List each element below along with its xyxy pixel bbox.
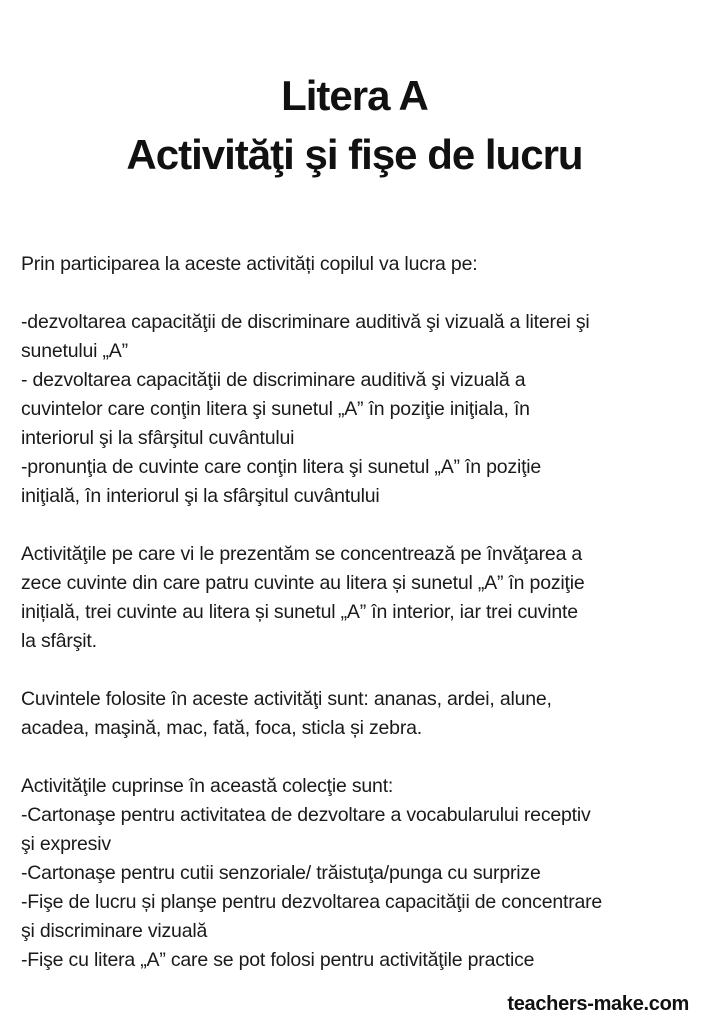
text-line: şi expresiv <box>21 833 111 855</box>
text-line: interiorul şi la sfârşitul cuvântului <box>21 427 295 449</box>
text-line: şi discriminare vizuală <box>21 920 208 942</box>
text-line: -Cartonaşe pentru activitatea de dezvoltare a vocabularului receptiv <box>21 804 591 826</box>
text-line: -Fişe de lucru și planşe pentru dezvoltarea capacităţii de concentrare <box>21 891 603 913</box>
text-line: -pronunţia de cuvinte care conţin litera şi sunetul „A” în poziţie <box>21 456 542 478</box>
paragraph-objectives <box>21 308 693 511</box>
title-line-2: Activităţi şi fişe de lucru <box>126 131 583 178</box>
page-title <box>0 0 709 184</box>
title-line-1: Litera A <box>281 72 428 119</box>
text-line: cuvintelor care conţin litera şi sunetul „A” în poziţie iniţiala, în <box>21 398 530 420</box>
text-line: -Cartonaşe pentru cutii senzoriale/ trăistuţa/punga cu surprize <box>21 862 541 884</box>
paragraph-focus <box>21 540 693 656</box>
paragraph-words <box>21 685 693 743</box>
text-line: inițială, trei cuvinte au litera și sunetul „A” în interior, iar trei cuvinte <box>21 601 578 623</box>
text-line: Prin participarea la aceste activități copilul va lucra pe: <box>21 253 478 275</box>
paragraph-collection <box>21 772 693 975</box>
text-line: Activităţile cuprinse în această colecţie sunt: <box>21 775 394 797</box>
text-line: Activităţile pe care vi le prezentăm se concentrează pe învăţarea a <box>21 543 583 565</box>
text-line: la sfârşit. <box>21 630 97 652</box>
text-line: zece cuvinte din care patru cuvinte au litera și sunetul „A” în poziţie <box>21 572 585 594</box>
text-line: - dezvoltarea capacităţii de discriminare auditivă şi vizuală a <box>21 369 526 391</box>
text-line: -Fişe cu litera „A” care se pot folosi pentru activităţile practice <box>21 949 535 971</box>
paragraph-intro <box>21 250 693 279</box>
text-line: Cuvintele folosite în aceste activităţi sunt: ananas, ardei, alune, <box>21 688 552 710</box>
text-line: iniţială, în interiorul şi la sfârşitul cuvântului <box>21 485 380 507</box>
website-credit: teachers-make.com <box>507 993 689 1015</box>
text-line: sunetului „A” <box>21 340 128 362</box>
text-line: acadea, maşină, mac, fată, foca, sticla și zebra. <box>21 717 422 739</box>
document-body <box>0 250 709 975</box>
text-line: -dezvoltarea capacităţii de discriminare auditivă şi vizuală a literei şi <box>21 311 590 333</box>
